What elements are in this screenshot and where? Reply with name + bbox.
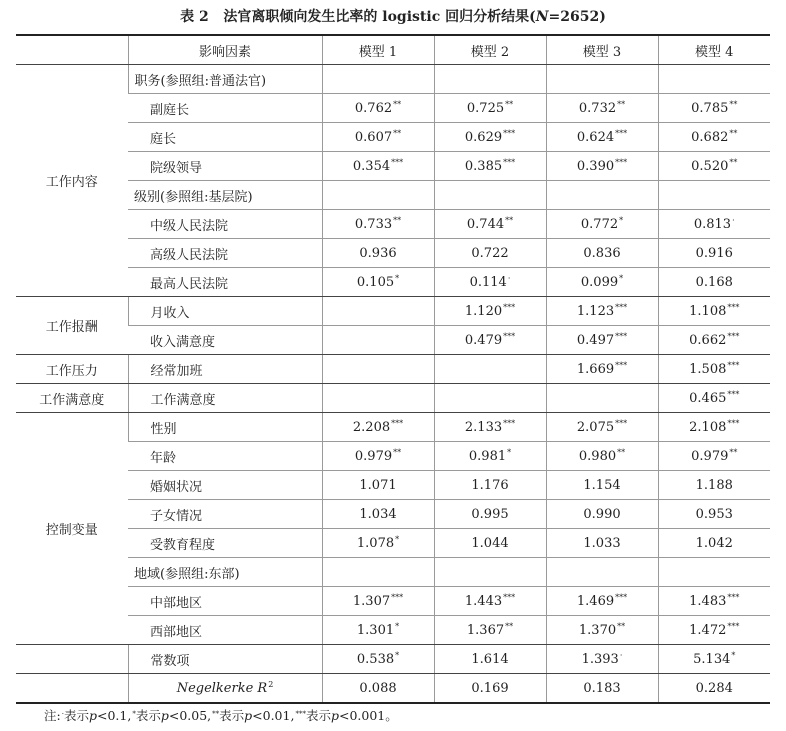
cell-value: 1.367	[466, 623, 505, 638]
cell-model-2	[434, 442, 546, 471]
cell-model-2	[434, 152, 546, 181]
significance-mark: **	[505, 216, 514, 225]
cell-value: 1.034	[359, 506, 397, 522]
note-p: p	[330, 708, 339, 723]
significance-mark: *	[619, 216, 624, 225]
significance-mark: *	[395, 651, 400, 660]
cell-value: 0.497	[576, 333, 615, 348]
significance-mark: ***	[615, 332, 628, 341]
cell-value: 0.732	[578, 101, 617, 116]
category-work-content: 工作内容	[16, 65, 128, 297]
significance-mark: ***	[615, 303, 628, 312]
significance-mark: ·	[732, 216, 735, 225]
cell-value: 0.662	[689, 333, 727, 348]
table-row	[16, 471, 770, 500]
cell-model-3	[546, 471, 658, 500]
note-p: p	[88, 708, 97, 723]
cell-value: 1.071	[359, 477, 397, 493]
significance-mark: **	[729, 448, 738, 457]
significance-mark: **	[505, 622, 514, 631]
note-p: p	[160, 708, 169, 723]
row-label: 庭长	[128, 123, 322, 152]
cell-value: 0.733	[354, 217, 393, 232]
significance-mark: *	[507, 448, 512, 457]
row-label: 经常加班	[128, 355, 322, 384]
significance-mark: **	[617, 622, 626, 631]
cell-model-2	[434, 413, 546, 442]
note-threshold: <0.001。	[338, 708, 398, 723]
note-threshold: <0.01,	[252, 708, 295, 723]
cell-model-1	[322, 471, 434, 500]
cell-value: 0.105	[356, 275, 395, 290]
row-label: 常数项	[128, 645, 322, 674]
cell-model-3	[546, 500, 658, 529]
cell-model-2	[434, 123, 546, 152]
significance-mark: ***	[391, 158, 404, 167]
header-model-3: 模型 3	[546, 35, 658, 65]
note-threshold: <0.05,	[168, 708, 212, 723]
table-row	[16, 500, 770, 529]
row-label: 月收入	[128, 297, 322, 326]
note-mark-3: ***	[295, 710, 306, 718]
row-label: 收入满意度	[128, 326, 322, 355]
cell-value: 0.744	[466, 217, 505, 232]
cell-value: 0.762	[354, 101, 393, 116]
cell-value: 0.980	[578, 449, 617, 464]
cell-value: 0.385	[464, 159, 503, 174]
table-row	[16, 616, 770, 645]
note-text: 表示	[305, 708, 331, 723]
cell-model-1	[322, 645, 434, 674]
significance-mark: ***	[727, 303, 740, 312]
table-row	[16, 529, 770, 558]
cell-value: 0.772	[580, 217, 619, 232]
cell-value: 1.669	[576, 362, 615, 377]
cell-model-2	[434, 529, 546, 558]
category-control: 控制变量	[16, 413, 128, 645]
cell-value: 0.099	[580, 275, 619, 290]
caption-n-variable: N	[535, 9, 549, 25]
significance-mark: ***	[503, 303, 516, 312]
cell-model-4	[658, 616, 770, 645]
header-factor: 影响因素	[128, 35, 322, 65]
table-row	[16, 674, 770, 704]
caption-n-value: =2652	[548, 9, 600, 25]
significance-mark: **	[505, 100, 514, 109]
cell-model-1	[322, 587, 434, 616]
cell-value: 1.508	[689, 362, 727, 377]
regression-table	[16, 34, 770, 704]
cell-model-3	[546, 326, 658, 355]
cell-value: 1.393	[581, 652, 619, 667]
cell-model-1	[322, 413, 434, 442]
cell-value: 0.354	[352, 159, 391, 174]
cell-model-1	[322, 384, 434, 413]
cell-value: 0.916	[695, 245, 733, 261]
cell-value: 0.981	[468, 449, 507, 464]
group-region-ref: 地域(参照组:东部)	[128, 558, 322, 587]
cell-model-3	[546, 355, 658, 384]
note-threshold: <0.1,	[96, 708, 132, 723]
cell-value: 1.044	[471, 535, 509, 551]
table-row	[16, 181, 770, 210]
cell-value: 2.108	[689, 420, 727, 435]
cell-value: 0.995	[471, 506, 509, 522]
cell-value: 0.607	[354, 130, 393, 145]
cell-model-1	[322, 268, 434, 297]
table-row	[16, 94, 770, 123]
group-level-ref: 级别(参照组:基层院)	[128, 181, 322, 210]
significance-mark: ***	[503, 158, 516, 167]
significance-mark: **	[393, 216, 402, 225]
cell-value: 1.483	[689, 594, 727, 609]
cell-model-1	[322, 500, 434, 529]
cell-model-2	[434, 355, 546, 384]
cell-value: 0.682	[691, 130, 729, 145]
row-label: 年龄	[128, 442, 322, 471]
significance-mark: ***	[727, 361, 740, 370]
caption-open-paren: (	[529, 9, 536, 25]
significance-mark: ***	[503, 419, 516, 428]
cell-model-4	[658, 413, 770, 442]
cell-model-4	[658, 471, 770, 500]
cell-model-4	[658, 268, 770, 297]
r2-label-text: Negelkerke R	[176, 681, 268, 696]
row-label: 中级人民法院	[128, 210, 322, 239]
significance-mark: ***	[727, 419, 740, 428]
table-row	[16, 65, 770, 94]
cell-value: 0.785	[691, 101, 729, 116]
cell-model-3	[546, 442, 658, 471]
cell-model-2	[434, 500, 546, 529]
cell-value: 1.042	[695, 535, 733, 551]
cell-value: 1.469	[576, 594, 615, 609]
cell-model-2	[434, 616, 546, 645]
significance-mark: ***	[391, 419, 404, 428]
r2-label	[128, 674, 322, 704]
row-label: 高级人民法院	[128, 239, 322, 268]
cell-model-3	[546, 152, 658, 181]
row-label: 婚姻状况	[128, 471, 322, 500]
table-row	[16, 558, 770, 587]
table-label: 表 2	[180, 9, 209, 25]
cell-model-2	[434, 268, 546, 297]
cell-model-2	[434, 471, 546, 500]
significance-mark: ·	[507, 274, 511, 283]
cell-model-4	[658, 587, 770, 616]
cell-model-4	[658, 500, 770, 529]
cell-model-2	[434, 384, 546, 413]
cell-model-3	[546, 268, 658, 297]
cell-model-1	[322, 355, 434, 384]
row-label: 西部地区	[128, 616, 322, 645]
r2-value-model-4: 0.284	[658, 674, 770, 704]
category-pay: 工作报酬	[16, 297, 128, 355]
note-mark-1: *	[132, 710, 136, 718]
cell-model-2	[434, 210, 546, 239]
table-caption: 法官离职倾向发生比率的 logistic 回归分析结果	[223, 9, 530, 25]
cell-value: 0.624	[576, 130, 615, 145]
cell-model-1	[322, 529, 434, 558]
cell-value: 0.990	[583, 506, 621, 522]
note-mark-2: **	[212, 710, 220, 718]
cell-value: 1.443	[464, 594, 503, 609]
cell-value: 0.979	[691, 449, 729, 464]
cell-model-3	[546, 616, 658, 645]
note-p: p	[244, 708, 253, 723]
category-pressure: 工作压力	[16, 355, 128, 384]
cell-value: 1.120	[464, 304, 503, 319]
cell-model-4	[658, 645, 770, 674]
cell-model-4	[658, 94, 770, 123]
table-row	[16, 152, 770, 181]
header-row	[16, 35, 770, 65]
cell-value: 1.188	[695, 477, 733, 493]
significance-mark: **	[393, 448, 402, 457]
row-label: 最高人民法院	[128, 268, 322, 297]
cell-value: 2.208	[352, 420, 391, 435]
cell-model-3	[546, 413, 658, 442]
cell-model-4	[658, 326, 770, 355]
cell-value: 1.472	[689, 623, 727, 638]
significance-mark: ***	[503, 129, 516, 138]
significance-mark: ***	[615, 361, 628, 370]
cell-model-3	[546, 384, 658, 413]
group-position-ref: 职务(参照组:普通法官)	[128, 65, 322, 94]
note-text: 表示	[135, 708, 161, 723]
cell-value: 0.979	[354, 449, 393, 464]
significance-mark: ***	[727, 390, 740, 399]
cell-model-3	[546, 587, 658, 616]
significance-mark: ***	[727, 593, 740, 602]
cell-value: 1.614	[471, 651, 509, 667]
significance-mark: **	[393, 100, 402, 109]
row-label: 中部地区	[128, 587, 322, 616]
r2-superscript: 2	[268, 680, 274, 689]
cell-value: 1.176	[471, 477, 509, 493]
significance-mark: ***	[615, 593, 628, 602]
header-model-1: 模型 1	[322, 35, 434, 65]
cell-model-4	[658, 297, 770, 326]
note-text: 表示	[219, 708, 245, 723]
cell-model-1	[322, 616, 434, 645]
cell-model-1	[322, 210, 434, 239]
table-row	[16, 123, 770, 152]
significance-mark: *	[619, 274, 624, 283]
row-label: 院级领导	[128, 152, 322, 181]
significance-mark: **	[729, 129, 738, 138]
table-title	[0, 6, 786, 26]
cell-value: 0.390	[576, 159, 615, 174]
significance-mark: ***	[615, 419, 628, 428]
cell-value: 2.133	[464, 420, 503, 435]
cell-model-3	[546, 529, 658, 558]
cell-model-2	[434, 239, 546, 268]
cell-value: 0.538	[356, 652, 395, 667]
note-mark-dot: ·	[61, 710, 64, 718]
cell-model-4	[658, 152, 770, 181]
cell-model-3	[546, 123, 658, 152]
cell-value: 0.465	[689, 391, 727, 406]
significance-mark: ***	[391, 593, 404, 602]
table-row	[16, 384, 770, 413]
cell-value: 0.836	[583, 245, 621, 261]
header-model-4: 模型 4	[658, 35, 770, 65]
cell-model-1	[322, 326, 434, 355]
cell-model-1	[322, 442, 434, 471]
cell-model-2	[434, 587, 546, 616]
header-category	[16, 35, 128, 65]
significance-mark: **	[393, 129, 402, 138]
cell-value: 0.725	[466, 101, 505, 116]
significance-mark: ***	[615, 158, 628, 167]
cell-value: 1.307	[352, 594, 391, 609]
significance-mark: **	[617, 100, 626, 109]
cell-model-4	[658, 529, 770, 558]
significance-mark: ***	[727, 622, 740, 631]
cell-model-4	[658, 210, 770, 239]
cell-model-4	[658, 442, 770, 471]
cell-value: 5.134	[693, 652, 731, 667]
table-row	[16, 297, 770, 326]
cell-value: 1.078	[356, 536, 395, 551]
cell-model-3	[546, 239, 658, 268]
cell-value: 0.629	[464, 130, 503, 145]
r2-value-model-1: 0.088	[322, 674, 434, 704]
cell-model-3	[546, 297, 658, 326]
significance-mark: **	[729, 158, 738, 167]
cell-model-1	[322, 152, 434, 181]
table-row	[16, 442, 770, 471]
significance-mark: *	[395, 535, 400, 544]
cell-model-4	[658, 384, 770, 413]
cell-model-1	[322, 239, 434, 268]
cell-value: 0.479	[464, 333, 503, 348]
table-row	[16, 326, 770, 355]
cell-model-3	[546, 210, 658, 239]
table-row	[16, 210, 770, 239]
category-satisfaction: 工作满意度	[16, 384, 128, 413]
table-row	[16, 645, 770, 674]
cell-value: 0.168	[695, 274, 733, 290]
cell-model-2	[434, 94, 546, 123]
cell-value: 1.370	[578, 623, 617, 638]
table-row	[16, 413, 770, 442]
significance-mark: ***	[503, 332, 516, 341]
row-label: 子女情况	[128, 500, 322, 529]
cell-value: 0.936	[359, 245, 397, 261]
cell-value: 1.123	[576, 304, 615, 319]
row-label: 性别	[128, 413, 322, 442]
cell-value: 1.033	[583, 535, 621, 551]
cell-model-2	[434, 326, 546, 355]
cell-model-1	[322, 123, 434, 152]
table-note	[44, 706, 398, 724]
significance-mark: ***	[503, 593, 516, 602]
cell-value: 0.722	[471, 245, 509, 261]
significance-mark: ·	[619, 651, 623, 660]
r2-value-model-2: 0.169	[434, 674, 546, 704]
cell-model-4	[658, 123, 770, 152]
note-prefix: 注:	[44, 708, 61, 723]
cell-value: 2.075	[576, 420, 615, 435]
significance-mark: ***	[615, 129, 628, 138]
row-label: 工作满意度	[128, 384, 322, 413]
significance-mark: *	[395, 274, 400, 283]
table-row	[16, 587, 770, 616]
cell-model-2	[434, 645, 546, 674]
cell-model-3	[546, 645, 658, 674]
cell-value: 1.108	[689, 304, 727, 319]
cell-value: 0.520	[691, 159, 729, 174]
r2-value-model-3: 0.183	[546, 674, 658, 704]
cell-model-2	[434, 297, 546, 326]
caption-close-paren: )	[599, 9, 606, 25]
table-row	[16, 355, 770, 384]
cell-value: 1.301	[356, 623, 395, 638]
row-label: 受教育程度	[128, 529, 322, 558]
row-label: 副庭长	[128, 94, 322, 123]
cell-model-1	[322, 94, 434, 123]
cell-value: 0.953	[695, 506, 733, 522]
significance-mark: **	[617, 448, 626, 457]
cell-model-1	[322, 297, 434, 326]
table-row	[16, 268, 770, 297]
significance-mark: *	[395, 622, 400, 631]
cell-value: 0.114	[469, 275, 507, 290]
significance-mark: ***	[727, 332, 740, 341]
cell-model-3	[546, 94, 658, 123]
table-row	[16, 239, 770, 268]
significance-mark: *	[731, 651, 736, 660]
cell-value: 0.813	[693, 217, 732, 232]
cell-model-4	[658, 355, 770, 384]
header-model-2: 模型 2	[434, 35, 546, 65]
significance-mark: **	[729, 100, 738, 109]
cell-value: 1.154	[583, 477, 621, 493]
cell-model-4	[658, 239, 770, 268]
note-text: 表示	[63, 708, 89, 723]
